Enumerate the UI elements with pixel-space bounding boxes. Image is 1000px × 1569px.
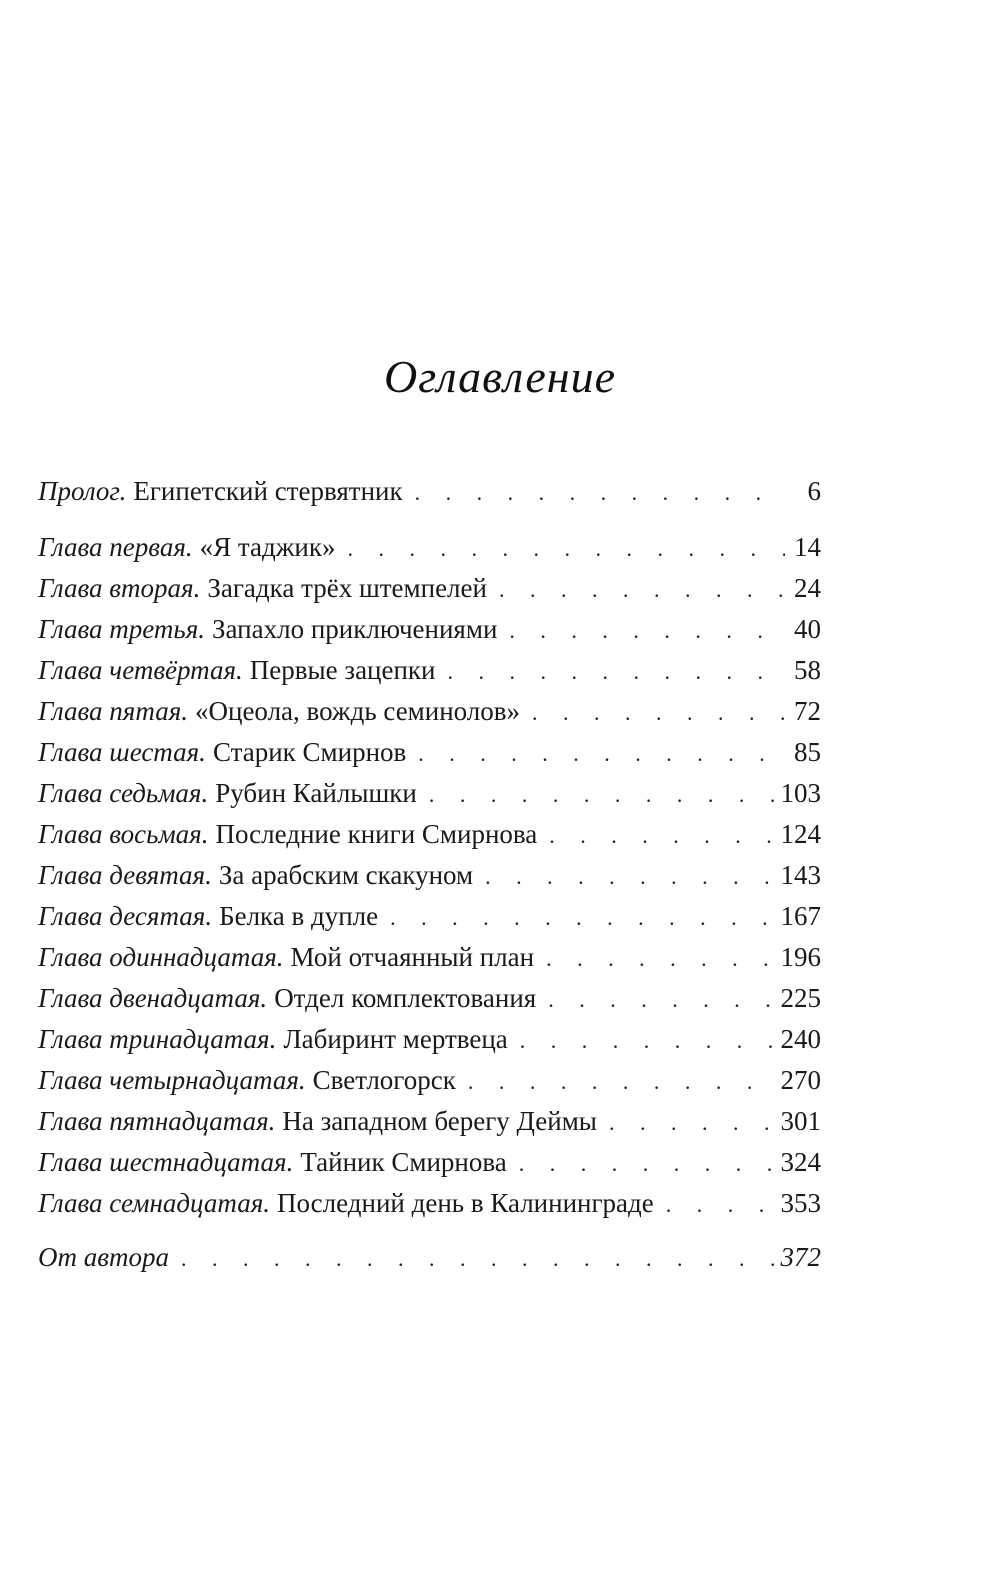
entry-label: Глава третья. <box>38 614 206 644</box>
entry-page: 124 <box>780 819 821 849</box>
entry-label: Глава четвёртая. <box>38 655 243 685</box>
toc-entry-chapter-3[interactable] <box>38 614 821 654</box>
toc-entry-chapter-13[interactable] <box>38 1024 821 1064</box>
dot-leader <box>549 823 774 849</box>
entry-title: На западном берегу Деймы <box>282 1106 597 1136</box>
entry-label: Пролог. <box>38 476 127 506</box>
dot-leader <box>390 905 774 931</box>
toc-entry-chapter-16[interactable] <box>38 1147 821 1187</box>
entry-title: Отдел комплектования <box>274 983 537 1013</box>
entry-page: 225 <box>780 983 821 1013</box>
entry-label: Глава тринадцатая. <box>38 1024 277 1054</box>
dot-leader <box>485 864 774 890</box>
entry-page: 372 <box>780 1242 821 1272</box>
dot-leader <box>509 618 785 644</box>
toc-entry-chapter-12[interactable] <box>38 983 821 1023</box>
entry-page: 167 <box>780 901 821 931</box>
entry-label: От автора <box>38 1242 169 1272</box>
entry-page: 353 <box>780 1188 821 1218</box>
dot-leader <box>347 536 785 562</box>
entry-title: Старик Смирнов <box>212 737 407 767</box>
dot-leader <box>532 700 785 726</box>
dot-leader <box>181 1246 775 1272</box>
dot-leader <box>415 480 785 506</box>
entry-label: Глава первая. <box>38 532 193 562</box>
dot-leader <box>499 577 785 603</box>
entry-page: 324 <box>780 1147 821 1177</box>
entry-page: 85 <box>794 737 821 767</box>
dot-leader <box>520 1028 775 1054</box>
entry-page: 196 <box>780 942 821 972</box>
entry-label: Глава вторая. <box>38 573 201 603</box>
dot-leader <box>666 1192 775 1218</box>
toc-entry-chapter-9[interactable] <box>38 860 821 900</box>
entry-label: Глава девятая. <box>38 860 212 890</box>
entry-title: Последние книги Смирнова <box>215 819 538 849</box>
entry-title: Последний день в Калининграде <box>277 1188 654 1218</box>
dot-leader <box>519 1151 775 1177</box>
entry-page: 143 <box>780 860 821 890</box>
page-title: Оглавление <box>383 351 616 402</box>
toc-entry-chapter-8[interactable] <box>38 819 821 859</box>
entry-label: Глава десятая. <box>38 901 213 931</box>
entry-label: Глава седьмая. <box>38 778 209 808</box>
entry-label: Глава пятая. <box>38 696 188 726</box>
entry-page: 40 <box>794 614 821 644</box>
entry-title: Светлогорск <box>312 1065 456 1095</box>
dot-leader <box>418 741 785 767</box>
entry-title: Египетский стервятник <box>133 476 403 506</box>
dot-leader <box>429 782 775 808</box>
entry-label: Глава семнадцатая. <box>38 1188 270 1218</box>
toc-entry-chapter-11[interactable] <box>38 942 821 982</box>
toc-entry-chapter-1[interactable] <box>38 532 821 572</box>
dot-leader <box>468 1069 775 1095</box>
toc-entry-afterword[interactable] <box>38 1242 821 1282</box>
entry-page: 240 <box>780 1024 821 1054</box>
entry-page: 14 <box>794 532 821 562</box>
entry-title: «Я таджик» <box>199 532 336 562</box>
entry-page: 301 <box>780 1106 821 1136</box>
toc-entry-chapter-5[interactable] <box>38 696 821 736</box>
entry-title: Запахло приключениями <box>212 614 498 644</box>
entry-label: Глава шестая. <box>38 737 206 767</box>
entry-page: 270 <box>780 1065 821 1095</box>
entry-title: Белка в дупле <box>219 901 379 931</box>
toc-entry-chapter-4[interactable] <box>38 655 821 695</box>
entry-title: Загадка трёх штемпелей <box>207 573 487 603</box>
toc-entry-chapter-15[interactable] <box>38 1106 821 1146</box>
entry-label: Глава одиннадцатая. <box>38 942 284 972</box>
entry-title: Тайник Смирнова <box>300 1147 507 1177</box>
entry-title: Мой отчаянный план <box>290 942 535 972</box>
entry-title: За арабским скакуном <box>218 860 474 890</box>
toc-entry-chapter-6[interactable] <box>38 737 821 777</box>
entry-page: 58 <box>794 655 821 685</box>
entry-title: «Оцеола, вождь семинолов» <box>195 696 521 726</box>
dot-leader <box>546 946 774 972</box>
toc-entry-chapter-14[interactable] <box>38 1065 821 1105</box>
entry-title: Первые зацепки <box>249 655 436 685</box>
entry-label: Глава шестнадцатая. <box>38 1147 294 1177</box>
toc-entry-chapter-17[interactable] <box>38 1188 821 1228</box>
entry-title: Рубин Кайлышки <box>215 778 417 808</box>
toc-entry-chapter-7[interactable] <box>38 778 821 818</box>
entry-label: Глава четырнадцатая. <box>38 1065 306 1095</box>
dot-leader <box>548 987 774 1013</box>
entry-label: Глава пятнадцатая. <box>38 1106 276 1136</box>
toc-entry-chapter-10[interactable] <box>38 901 821 941</box>
toc-entry-prologue[interactable] <box>38 476 821 516</box>
entry-label: Глава восьмая. <box>38 819 209 849</box>
entry-page: 24 <box>794 573 821 603</box>
entry-title: Лабиринт мертвеца <box>283 1024 508 1054</box>
dot-leader <box>448 659 785 685</box>
dot-leader <box>609 1110 775 1136</box>
toc-entry-chapter-2[interactable] <box>38 573 821 613</box>
entry-page: 6 <box>807 476 821 506</box>
entry-page: 103 <box>780 778 821 808</box>
entry-page: 72 <box>794 696 821 726</box>
entry-label: Глава двенадцатая. <box>38 983 268 1013</box>
